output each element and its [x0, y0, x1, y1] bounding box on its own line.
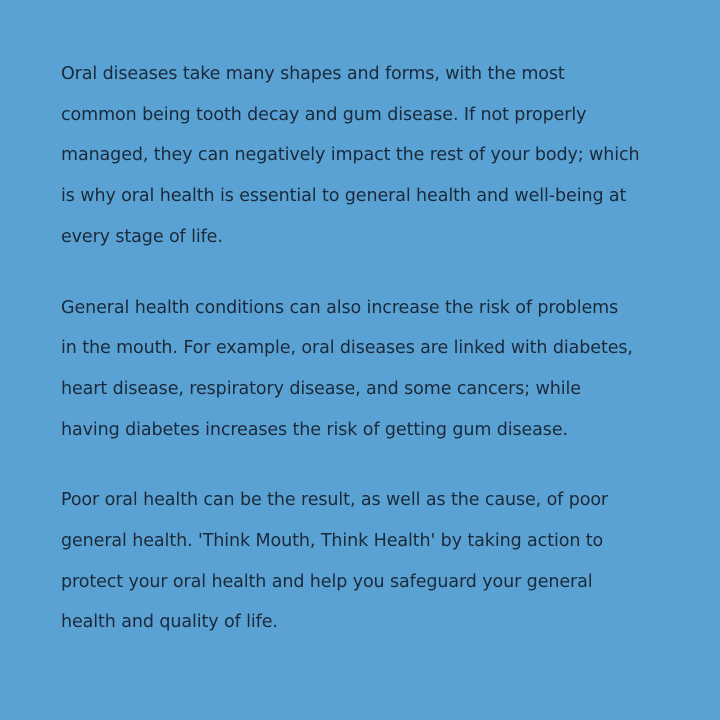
paragraph-general-health: [61, 288, 680, 451]
text-line: Poor oral health can be the result, as well as the cause, of poor: [61, 490, 609, 511]
text-line: in the mouth. For example, oral diseases are linked with diabetes,: [61, 338, 633, 359]
text-line: General health conditions can also increase the risk of problems: [61, 297, 619, 318]
text-line: Oral diseases take many shapes and forms, with the most: [61, 64, 565, 84]
text-line: protect your oral health and help you safeguard your general: [61, 571, 593, 592]
text-line: common being tooth decay and gum disease. If not properly: [61, 104, 587, 125]
text-line: every stage of life.: [61, 226, 223, 247]
text-line: managed, they can negatively impact the rest of your body; which: [61, 145, 640, 166]
text-line: is why oral health is essential to general health and well-being at: [61, 186, 627, 207]
paragraph-oral-diseases: [61, 54, 680, 258]
text-line: heart disease, respiratory disease, and some cancers; while: [61, 378, 581, 399]
text-line: having diabetes increases the risk of getting gum disease.: [61, 419, 568, 440]
text-line: general health. 'Think Mouth, Think Health' by taking action to: [61, 531, 604, 552]
text-line: health and quality of life.: [61, 612, 278, 633]
paragraph-poor-oral-health: [61, 480, 680, 643]
